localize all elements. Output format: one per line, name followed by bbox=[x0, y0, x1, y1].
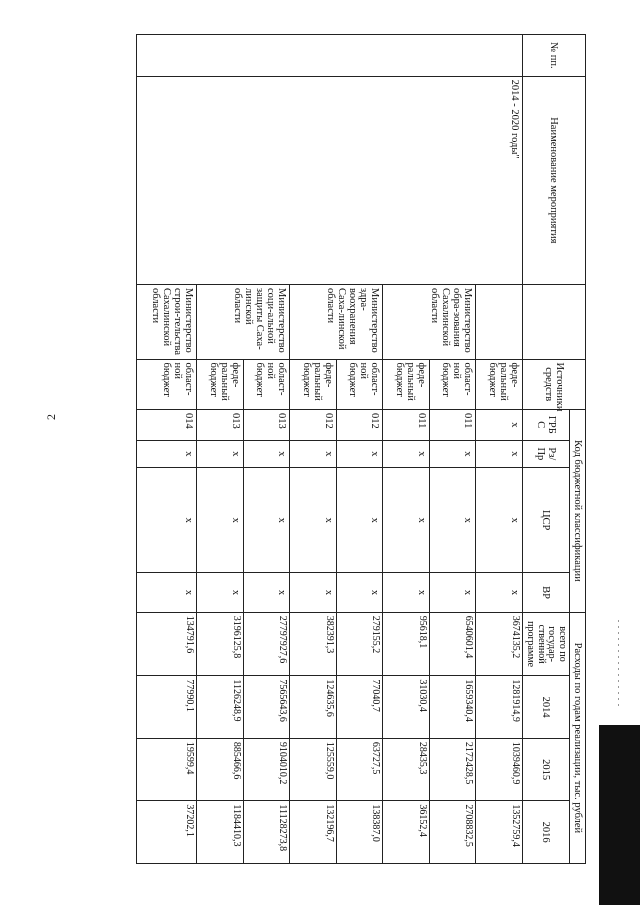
executor-cell: Министерство строи-тельства Сахалинской области bbox=[137, 284, 197, 359]
header-total: всего по государ-ственной программе bbox=[522, 612, 569, 676]
y2015-cell: 9104010,2 bbox=[243, 738, 290, 800]
header-expenses: Расходы по годам реализации, тыс. рублей bbox=[569, 612, 585, 863]
rz-cell: х bbox=[290, 440, 337, 467]
rz-cell: х bbox=[429, 440, 476, 467]
executor-cell: Министерство соци-альной защиты Саха-линской области bbox=[197, 284, 290, 359]
grbs-cell: 014 bbox=[137, 409, 197, 440]
executor-cell: Министерство обра-зования Сахалинской области bbox=[383, 284, 476, 359]
rz-cell: х bbox=[476, 440, 523, 467]
csr-cell: х bbox=[429, 468, 476, 573]
header-name: Наименование мероприятия bbox=[522, 76, 585, 284]
vr-cell: х bbox=[336, 573, 383, 612]
vr-cell: х bbox=[197, 573, 244, 612]
total-cell: 3196125,8 bbox=[197, 612, 244, 676]
y2015-cell: 885466,6 bbox=[197, 738, 244, 800]
grbs-cell: 011 bbox=[429, 409, 476, 440]
grbs-cell: 013 bbox=[243, 409, 290, 440]
rz-cell: х bbox=[197, 440, 244, 467]
source-cell: феде-ральный бюджет bbox=[476, 359, 523, 409]
y2014-cell: 1281914,9 bbox=[476, 676, 523, 738]
budget-table bbox=[136, 34, 586, 864]
y2014-cell: 31030,4 bbox=[383, 676, 430, 738]
y2016-cell: 36152,4 bbox=[383, 801, 430, 864]
y2014-cell: 7565643,6 bbox=[243, 676, 290, 738]
y2014-cell: 124635,6 bbox=[290, 676, 337, 738]
executor-cell: Министерство здра-воохранения Саха-линской области bbox=[290, 284, 383, 359]
y2015-cell: 28435,3 bbox=[383, 738, 430, 800]
total-cell: 27797927,6 bbox=[243, 612, 290, 676]
scan-artifact-dashes bbox=[618, 620, 619, 710]
header-vr: ВР bbox=[522, 573, 569, 612]
program-title: 2014 - 2020 годы" bbox=[137, 76, 523, 284]
y2015-cell: 1039460,9 bbox=[476, 738, 523, 800]
y2014-cell: 77990,1 bbox=[137, 676, 197, 738]
vr-cell: х bbox=[383, 573, 430, 612]
total-cell: 6540601,4 bbox=[429, 612, 476, 676]
rotated-table-sheet bbox=[136, 34, 586, 864]
row-number-cell bbox=[137, 35, 523, 77]
y2015-cell: 2172428,5 bbox=[429, 738, 476, 800]
source-cell: област-ной бюджет bbox=[429, 359, 476, 409]
table-row bbox=[476, 35, 523, 864]
source-cell: феде-ральный бюджет bbox=[290, 359, 337, 409]
vr-cell: х bbox=[290, 573, 337, 612]
header-executor bbox=[522, 284, 585, 359]
csr-cell: х bbox=[476, 468, 523, 573]
rz-cell: х bbox=[383, 440, 430, 467]
rz-cell: х bbox=[243, 440, 290, 467]
vr-cell: х bbox=[429, 573, 476, 612]
y2014-cell: 1659340,4 bbox=[429, 676, 476, 738]
y2016-cell: 11128273,8 bbox=[243, 801, 290, 864]
vr-cell: х bbox=[476, 573, 523, 612]
grbs-cell: х bbox=[476, 409, 523, 440]
total-cell: 279155,2 bbox=[336, 612, 383, 676]
y2016-cell: 132196,7 bbox=[290, 801, 337, 864]
y2015-cell: 63727,5 bbox=[336, 738, 383, 800]
csr-cell: х bbox=[197, 468, 244, 573]
csr-cell: х bbox=[383, 468, 430, 573]
header-2016: 2016 bbox=[522, 801, 569, 864]
y2014-cell: 77040,7 bbox=[336, 676, 383, 738]
header-source: Источники средств bbox=[522, 359, 585, 409]
grbs-cell: 012 bbox=[290, 409, 337, 440]
header-2014: 2014 bbox=[522, 676, 569, 738]
grbs-cell: 012 bbox=[336, 409, 383, 440]
grbs-cell: 011 bbox=[383, 409, 430, 440]
total-cell: 95618,1 bbox=[383, 612, 430, 676]
page-number: 2 bbox=[44, 414, 58, 420]
y2016-cell: 2708832,5 bbox=[429, 801, 476, 864]
header-grbs: ГРБ С bbox=[522, 409, 569, 440]
grbs-cell: 013 bbox=[197, 409, 244, 440]
source-cell: област-ной бюджет bbox=[137, 359, 197, 409]
total-cell: 134791,6 bbox=[137, 612, 197, 676]
header-2015: 2015 bbox=[522, 738, 569, 800]
rz-cell: х bbox=[137, 440, 197, 467]
y2016-cell: 1184410,3 bbox=[197, 801, 244, 864]
rz-cell: х bbox=[336, 440, 383, 467]
csr-cell: х bbox=[290, 468, 337, 573]
header-rz-pr: Рз/ Пр bbox=[522, 440, 569, 467]
source-cell: феде-ральный бюджет bbox=[383, 359, 430, 409]
header-csr: ЦСР bbox=[522, 468, 569, 573]
y2015-cell: 125559,0 bbox=[290, 738, 337, 800]
total-cell: 382391,3 bbox=[290, 612, 337, 676]
header-budget-code: Код бюджетной классификации bbox=[569, 409, 585, 612]
y2016-cell: 138387,0 bbox=[336, 801, 383, 864]
total-cell: 3674135,2 bbox=[476, 612, 523, 676]
y2015-cell: 19599,4 bbox=[137, 738, 197, 800]
header-row-num: № пп. bbox=[522, 35, 585, 77]
source-cell: феде-ральный бюджет bbox=[197, 359, 244, 409]
vr-cell: х bbox=[243, 573, 290, 612]
scan-edge-black-bar bbox=[599, 725, 640, 905]
y2014-cell: 1126248,9 bbox=[197, 676, 244, 738]
header-row-1 bbox=[569, 35, 585, 864]
source-cell: област-ной бюджет bbox=[243, 359, 290, 409]
csr-cell: х bbox=[137, 468, 197, 573]
source-cell: област-ной бюджет bbox=[336, 359, 383, 409]
csr-cell: х bbox=[336, 468, 383, 573]
y2016-cell: 37202,1 bbox=[137, 801, 197, 864]
csr-cell: х bbox=[243, 468, 290, 573]
y2016-cell: 1352759,4 bbox=[476, 801, 523, 864]
executor-cell bbox=[476, 284, 523, 359]
vr-cell: х bbox=[137, 573, 197, 612]
